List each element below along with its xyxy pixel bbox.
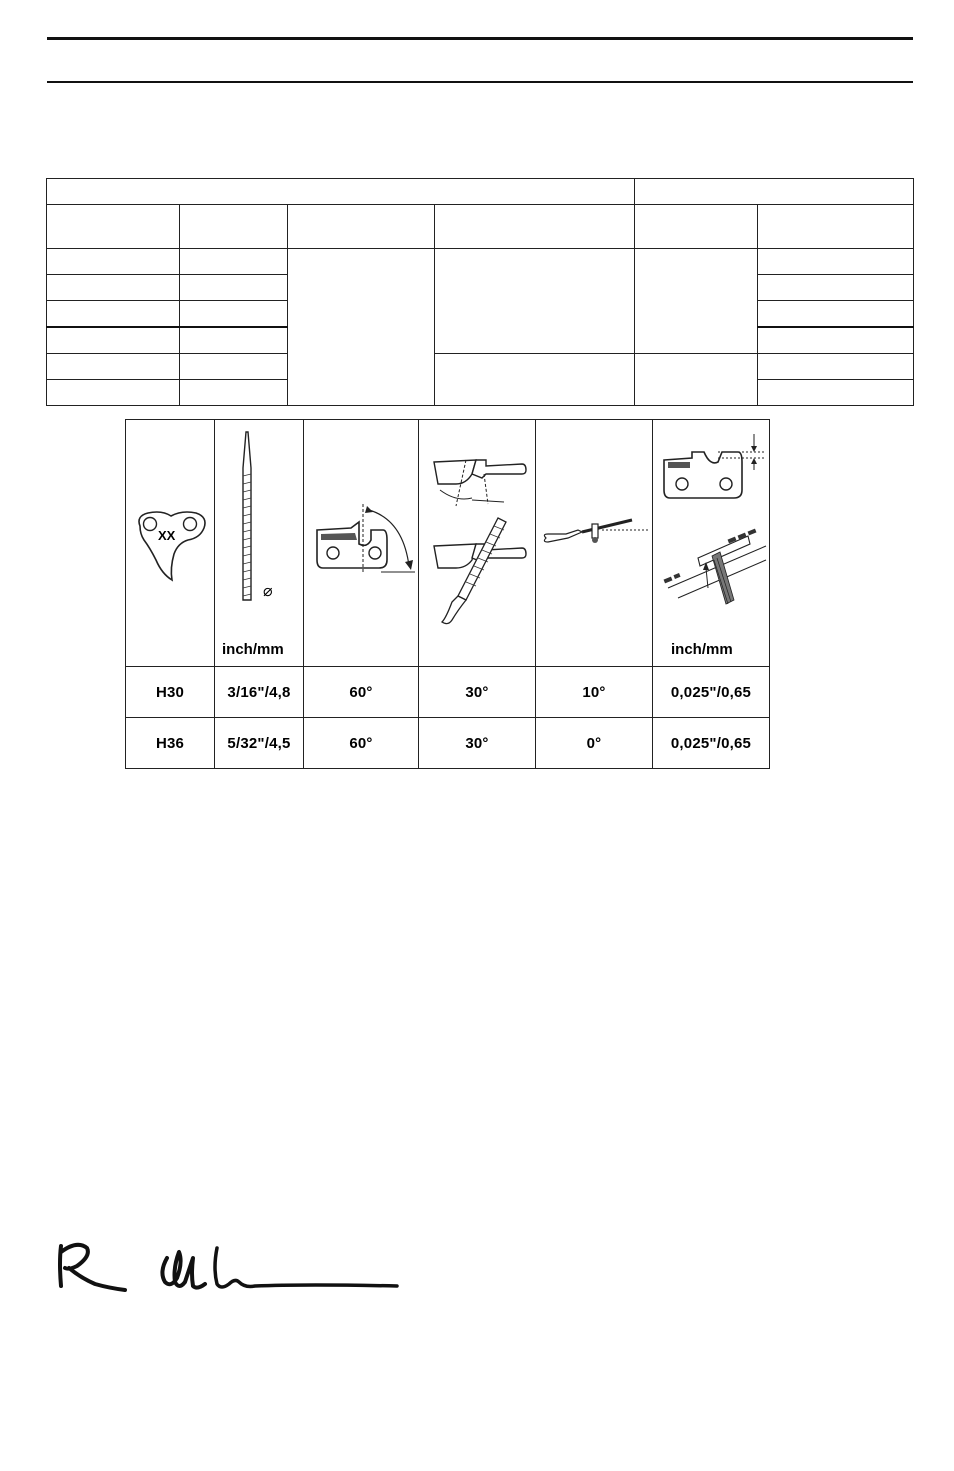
spec-cell (758, 327, 914, 354)
spec-table-column-header (47, 205, 914, 249)
diameter-icon: ⌀ (263, 583, 273, 600)
spec-cell (758, 354, 914, 380)
table-row (47, 354, 914, 380)
spec-cell (635, 354, 758, 406)
header-rule-bottom (47, 81, 913, 83)
spec-cell (180, 354, 288, 380)
spec-cell (435, 354, 635, 406)
spec-group-cell (47, 179, 635, 205)
chain-marking-icon (134, 508, 209, 593)
spec-table (46, 178, 914, 406)
spec-cell (180, 275, 288, 301)
spec-cell (435, 249, 635, 354)
spec-header-cell (435, 205, 635, 249)
spec-cell (758, 301, 914, 328)
top-plate-angle: 60° (349, 683, 373, 701)
spec-header-cell (758, 205, 914, 249)
header-rule-top (47, 37, 913, 40)
spec-cell (635, 249, 758, 354)
spec-cell (180, 301, 288, 328)
spec-cell (180, 327, 288, 354)
file-tilt-icon (538, 510, 650, 560)
spec-header-cell (180, 205, 288, 249)
spec-cell (47, 275, 180, 301)
file-tilt-angle: 10° (582, 683, 606, 701)
spec-cell (758, 380, 914, 406)
spec-cell (47, 380, 180, 406)
file-diameter: 3/16"/4,8 (227, 683, 291, 701)
spec-header-cell (47, 205, 180, 249)
chain-code: H30 (155, 683, 185, 701)
spec-cell (47, 354, 180, 380)
depth-gauge-setting: 0,025"/0,65 (670, 734, 752, 752)
side-plate-angle-icon (426, 450, 531, 630)
marking-label: XX (158, 528, 176, 543)
spec-header-cell (288, 205, 435, 249)
spec-header-cell (635, 205, 758, 249)
spec-cell (758, 249, 914, 275)
depth-gauge-setting: 0,025"/0,65 (670, 683, 752, 701)
top-plate-angle: 60° (349, 734, 373, 752)
spec-cell (758, 275, 914, 301)
spec-table-group-header (47, 179, 914, 205)
spec-group-cell (635, 179, 914, 205)
side-plate-angle: 30° (465, 734, 489, 752)
top-plate-angle-icon (311, 500, 416, 580)
depth-gauge-icon (658, 428, 768, 608)
file-diameter-unit: inch/mm (222, 641, 284, 658)
sharpening-chart (125, 419, 770, 769)
table-row (47, 249, 914, 275)
signature (55, 1238, 405, 1298)
spec-cell (47, 327, 180, 354)
file-diameter: 5/32"/4,5 (227, 734, 291, 752)
chain-code: H36 (155, 734, 185, 752)
spec-cell (47, 301, 180, 328)
spec-cell (47, 249, 180, 275)
spec-cell (180, 249, 288, 275)
file-tilt-angle: 0° (586, 734, 602, 752)
spec-cell (288, 249, 435, 406)
spec-cell (180, 380, 288, 406)
depth-gauge-unit: inch/mm (671, 641, 733, 658)
side-plate-angle: 30° (465, 683, 489, 701)
round-file-icon (231, 428, 291, 613)
